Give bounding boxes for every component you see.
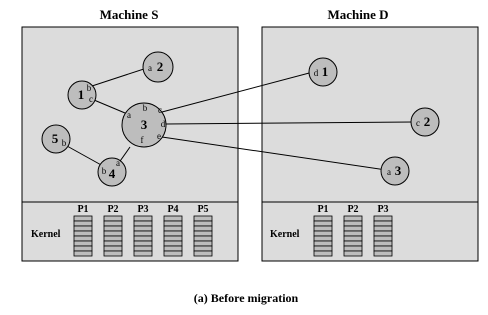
queue-slot [194, 236, 212, 241]
queue-slot [374, 236, 392, 241]
queue-slot [194, 231, 212, 236]
queue-slot [344, 221, 362, 226]
process-id: 5 [51, 131, 59, 146]
queue-label: P2 [347, 204, 359, 215]
queue-slot [134, 216, 152, 221]
machine-d-kernel-label: Kernel [270, 229, 300, 240]
queue-slot [194, 216, 212, 221]
process-2-d [411, 108, 439, 136]
queue-slot [374, 246, 392, 251]
port-label: c [158, 105, 162, 115]
queue-slot [74, 246, 92, 251]
queue-slot [134, 226, 152, 231]
queue-slot [194, 241, 212, 246]
queue-slot [314, 241, 332, 246]
process-queue [194, 216, 212, 256]
process-queue [374, 216, 392, 256]
port-label: f [140, 135, 144, 145]
queue-slot [134, 251, 152, 256]
queue-label: P4 [167, 204, 179, 215]
queue-slot [344, 246, 362, 251]
machine-d-box [262, 27, 478, 261]
port-label: e [157, 131, 161, 141]
port-label: b [142, 103, 148, 113]
queue-slot [104, 231, 122, 236]
queue-slot [74, 231, 92, 236]
queue-slot [314, 231, 332, 236]
queue-slot [194, 221, 212, 226]
port-label: a [387, 167, 391, 177]
queue-slot [104, 221, 122, 226]
machine-d-queues [314, 204, 392, 256]
machine-d-title: Machine D [327, 7, 389, 22]
queue-label: P1 [77, 204, 89, 215]
queue-slot [194, 226, 212, 231]
process-5-s [42, 125, 70, 153]
process-2-s [143, 52, 173, 82]
queue-slot [314, 226, 332, 231]
port-label: c [416, 118, 420, 128]
queue-slot [104, 246, 122, 251]
queue-slot [74, 251, 92, 256]
process-1-s [68, 81, 96, 109]
port-label: b [86, 83, 92, 93]
process-4-s [98, 158, 126, 186]
queue-label: P5 [197, 204, 209, 215]
process-3-d [381, 157, 409, 185]
port-label: d [313, 68, 319, 78]
queue-slot [194, 251, 212, 256]
queue-slot [134, 231, 152, 236]
port-label: a [116, 158, 120, 168]
queue-slot [314, 216, 332, 221]
queue-slot [164, 241, 182, 246]
queue-slot [194, 246, 212, 251]
queue-slot [164, 216, 182, 221]
process-1-d [309, 58, 337, 86]
process-id: 2 [423, 114, 431, 129]
queue-slot [164, 246, 182, 251]
process-id: 1 [77, 87, 85, 102]
queue-slot [74, 226, 92, 231]
queue-slot [164, 251, 182, 256]
port-label: a [148, 63, 152, 73]
queue-slot [314, 251, 332, 256]
queue-slot [104, 241, 122, 246]
queue-slot [344, 251, 362, 256]
queue-slot [314, 236, 332, 241]
queue-slot [344, 231, 362, 236]
queue-slot [74, 216, 92, 221]
process-id: 3 [140, 117, 148, 132]
queue-slot [374, 221, 392, 226]
queue-label: P2 [107, 204, 119, 215]
process-queue [74, 216, 92, 256]
queue-slot [104, 236, 122, 241]
process-id: 2 [156, 59, 164, 74]
queue-slot [134, 241, 152, 246]
queue-slot [374, 251, 392, 256]
queue-slot [134, 236, 152, 241]
process-id: 4 [108, 166, 116, 181]
queue-slot [74, 221, 92, 226]
queue-slot [104, 216, 122, 221]
process-queue [344, 216, 362, 256]
process-id: 3 [394, 163, 402, 178]
queue-slot [314, 221, 332, 226]
queue-slot [134, 246, 152, 251]
queue-label: P3 [137, 204, 149, 215]
queue-slot [344, 241, 362, 246]
queue-slot [374, 216, 392, 221]
queue-slot [104, 251, 122, 256]
queue-slot [164, 231, 182, 236]
queue-slot [134, 221, 152, 226]
queue-slot [164, 226, 182, 231]
queue-slot [74, 236, 92, 241]
process-queue [104, 216, 122, 256]
queue-label: P1 [317, 204, 329, 215]
process-queue [164, 216, 182, 256]
queue-slot [374, 231, 392, 236]
queue-slot [374, 241, 392, 246]
queue-slot [164, 236, 182, 241]
queue-slot [314, 246, 332, 251]
port-label: a [127, 110, 131, 120]
queue-slot [374, 226, 392, 231]
machine-s-kernel-label: Kernel [31, 229, 61, 240]
port-label: c [89, 94, 93, 104]
queue-slot [164, 221, 182, 226]
process-queue [314, 216, 332, 256]
queue-slot [344, 236, 362, 241]
figure-caption: (a) Before migration [193, 291, 299, 305]
port-label: d [160, 119, 166, 129]
queue-slot [74, 241, 92, 246]
queue-slot [344, 226, 362, 231]
process-queue [134, 216, 152, 256]
queue-label: P3 [377, 204, 389, 215]
process-3-s [122, 103, 166, 147]
process-id: 1 [321, 64, 329, 79]
queue-slot [344, 216, 362, 221]
machine-s-title: Machine S [99, 7, 159, 22]
port-label: b [61, 138, 67, 148]
queue-slot [104, 226, 122, 231]
port-label: b [101, 166, 107, 176]
